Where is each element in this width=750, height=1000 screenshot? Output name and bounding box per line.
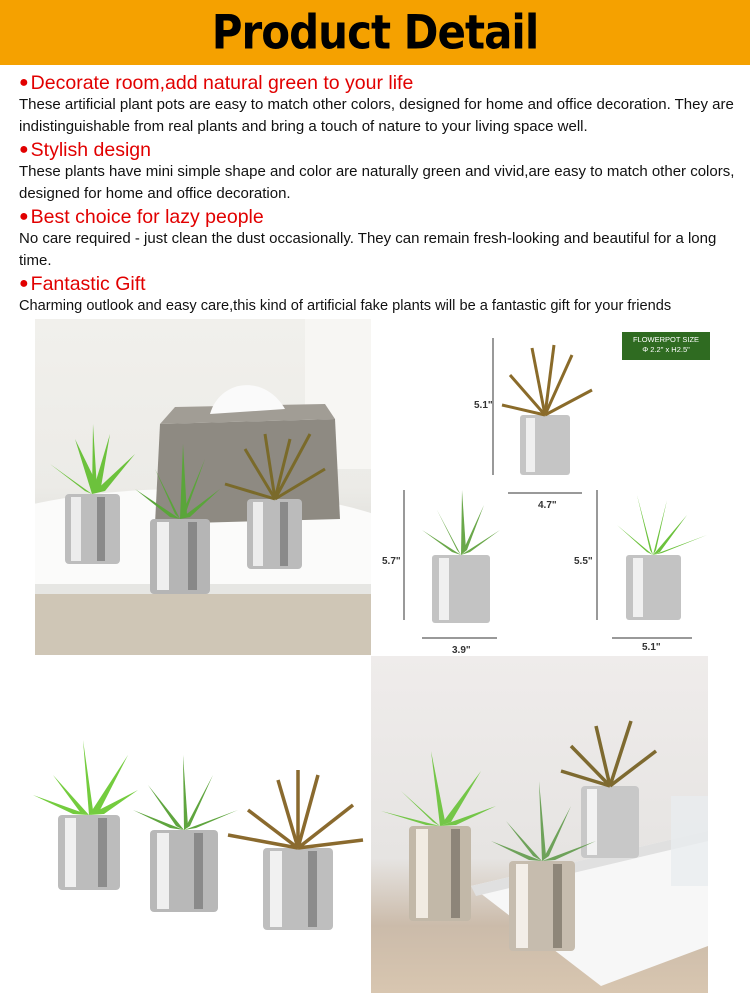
bullet-icon: ● xyxy=(19,275,29,292)
feature-body: No care required - just clean the dust occasionally. They can remain fresh-looking and beautiful for a long time. xyxy=(19,230,717,269)
bullet-icon: ● xyxy=(19,141,29,158)
feature-body: These artificial plant pots are easy to match other colors, designed for home and office decoration. They are indistinguishable from real plants and bring a touch of nature to your living space well. xyxy=(19,96,734,135)
feature-item xyxy=(19,72,741,138)
feature-heading: Fantastic Gift xyxy=(30,273,146,295)
plants-on-table-image xyxy=(35,319,371,655)
three-plants-image xyxy=(18,680,370,980)
pot-silver-1 xyxy=(65,494,120,564)
bullet-icon: ● xyxy=(19,208,29,225)
plants-on-wood-image xyxy=(371,656,708,993)
feature-body: These plants have mini simple shape and color are naturally green and vivid,are easy to match other colors, designed for home and office decoration. xyxy=(19,163,735,202)
feature-item xyxy=(19,139,741,205)
feature-heading: Best choice for lazy people xyxy=(30,206,264,228)
flowerpot-size-badge: FLOWERPOT SIZE Φ 2.2" x H2.5" xyxy=(622,332,710,360)
lifestyle-photo-wood xyxy=(371,656,708,993)
feature-item xyxy=(19,273,741,317)
size-diagram xyxy=(382,320,718,660)
left-plant-width-label: 3.9" xyxy=(452,645,471,656)
three-plants-white-photo xyxy=(18,680,370,980)
feature-list xyxy=(19,72,741,318)
feature-body: Charming outlook and easy care,this kind of artificial fake plants will be a fantastic gift for your friends xyxy=(19,298,672,314)
right-plant-height-label: 5.5" xyxy=(574,556,593,567)
top-plant-width-label: 4.7" xyxy=(538,500,557,511)
right-plant-width-label: 5.1" xyxy=(642,642,661,653)
feature-item xyxy=(19,206,741,272)
feature-heading: Stylish design xyxy=(30,139,151,161)
left-plant-height-label: 5.7" xyxy=(382,556,401,567)
page-title: Product Detail xyxy=(211,5,539,60)
product-detail-banner xyxy=(0,0,750,65)
bullet-icon: ● xyxy=(19,74,29,91)
feature-heading: Decorate room,add natural green to your life xyxy=(30,72,414,94)
lifestyle-photo-table xyxy=(35,319,371,655)
top-plant-height-label: 5.1" xyxy=(474,400,493,411)
size-diagram-image xyxy=(382,320,718,660)
